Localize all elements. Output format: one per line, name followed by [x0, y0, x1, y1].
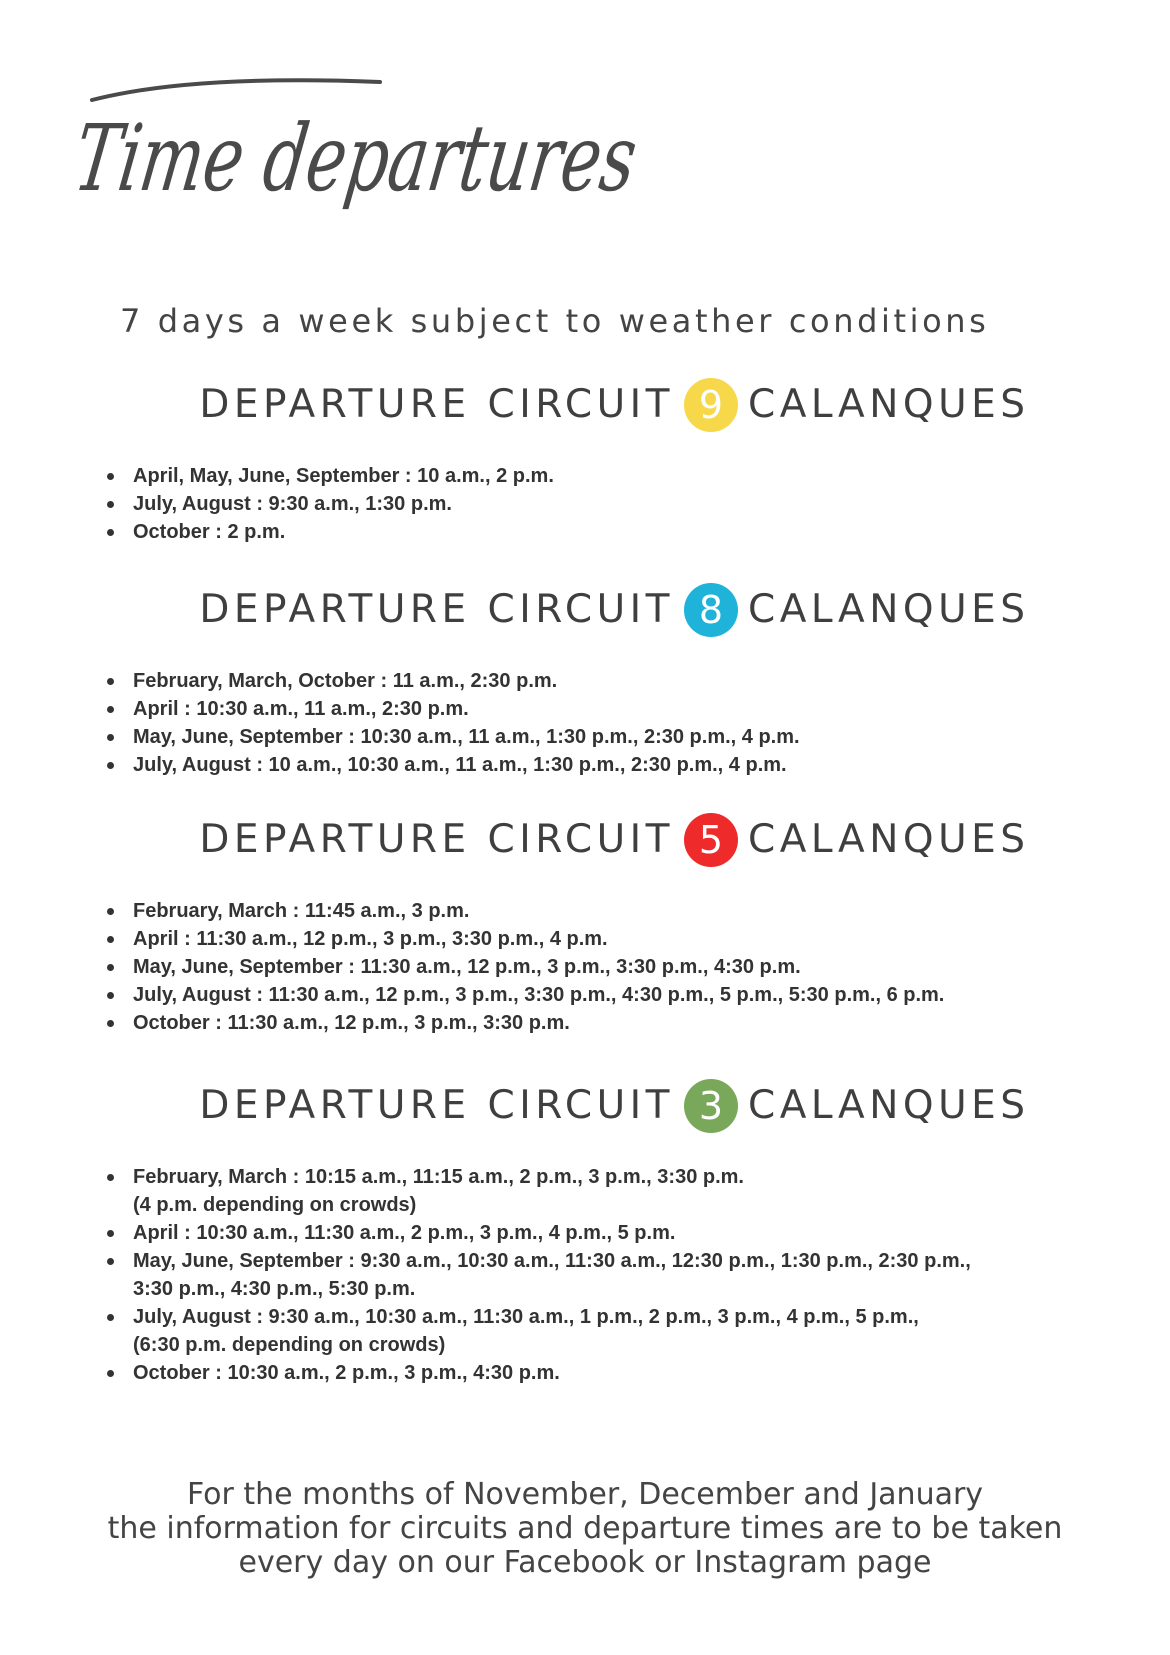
departure-list — [0, 1163, 1093, 1387]
list-item: May, June, September : 9:30 a.m., 10:30 a.m., 11:30 a.m., 12:30 p.m., 1:30 p.m., 2:30 p.m., 3:30 p.m., 4:30 p.m., 5:30 p.m. — [0, 1247, 1093, 1303]
footer-note — [0, 1478, 1170, 1580]
list-item: July, August : 9:30 a.m., 1:30 p.m. — [0, 490, 1093, 518]
list-item: October : 10:30 a.m., 2 p.m., 3 p.m., 4:30 p.m. — [0, 1359, 1093, 1387]
circuit-number-badge — [684, 813, 738, 867]
list-item: April : 10:30 a.m., 11 a.m., 2:30 p.m. — [0, 695, 1093, 723]
heading-calanques: CALANQUES — [748, 817, 1030, 862]
circuit-heading — [0, 1071, 1170, 1141]
script-title-logo — [68, 70, 858, 270]
script-flourish — [92, 80, 380, 100]
list-item: May, June, September : 11:30 a.m., 12 p.m., 3 p.m., 3:30 p.m., 4:30 p.m. — [0, 953, 1093, 981]
circuit-number-badge — [684, 378, 738, 432]
heading-calanques: CALANQUES — [748, 1083, 1030, 1128]
circuit-number: 9 — [698, 383, 724, 427]
list-item: October : 11:30 a.m., 12 p.m., 3 p.m., 3:30 p.m. — [0, 1009, 1093, 1037]
list-item: July, August : 9:30 a.m., 10:30 a.m., 11:30 a.m., 1 p.m., 2 p.m., 3 p.m., 4 p.m., 5 p.m., (6:30 p.m. depending on crowds) — [0, 1303, 1093, 1359]
circuit-heading — [0, 575, 1170, 645]
script-title-text: Time departures — [68, 104, 858, 212]
list-item: April, May, June, September : 10 a.m., 2 p.m. — [0, 462, 1093, 490]
circuit-number: 8 — [698, 588, 724, 632]
list-item: April : 10:30 a.m., 11:30 a.m., 2 p.m., 3 p.m., 4 p.m., 5 p.m. — [0, 1219, 1093, 1247]
page-title — [68, 70, 858, 270]
list-item: May, June, September : 10:30 a.m., 11 a.m., 1:30 p.m., 2:30 p.m., 4 p.m. — [0, 723, 1093, 751]
circuit-number: 3 — [698, 1084, 724, 1128]
list-item: July, August : 11:30 a.m., 12 p.m., 3 p.m., 3:30 p.m., 4:30 p.m., 5 p.m., 5:30 p.m., 6 p.m. — [0, 981, 1093, 1009]
circuit-number-badge — [684, 1079, 738, 1133]
circuit-heading — [0, 805, 1170, 875]
footer-line: every day on our Facebook or Instagram page — [238, 1545, 932, 1580]
heading-departure-circuit: DEPARTURE CIRCUIT — [199, 382, 674, 427]
heading-calanques: CALANQUES — [748, 587, 1030, 632]
heading-calanques: CALANQUES — [748, 382, 1030, 427]
list-item: April : 11:30 a.m., 12 p.m., 3 p.m., 3:30 p.m., 4 p.m. — [0, 925, 1093, 953]
list-item: October : 2 p.m. — [0, 518, 1093, 546]
subtitle: 7 days a week subject to weather conditions — [120, 302, 990, 340]
list-item: July, August : 10 a.m., 10:30 a.m., 11 a.m., 1:30 p.m., 2:30 p.m., 4 p.m. — [0, 751, 1093, 779]
departure-list — [0, 897, 1093, 1037]
heading-departure-circuit: DEPARTURE CIRCUIT — [199, 587, 674, 632]
departure-list — [0, 462, 1093, 546]
circuit-number-badge — [684, 583, 738, 637]
departure-list — [0, 667, 1093, 779]
footer-line: For the months of November, December and January — [186, 1477, 984, 1512]
footer-line: the information for circuits and departure times are to be taken — [107, 1511, 1063, 1546]
circuit-heading — [0, 370, 1170, 440]
list-item: February, March : 10:15 a.m., 11:15 a.m., 2 p.m., 3 p.m., 3:30 p.m. (4 p.m. depending on crowds) — [0, 1163, 1093, 1219]
list-item: February, March, October : 11 a.m., 2:30 p.m. — [0, 667, 1093, 695]
list-item: February, March : 11:45 a.m., 3 p.m. — [0, 897, 1093, 925]
heading-departure-circuit: DEPARTURE CIRCUIT — [199, 1083, 674, 1128]
circuit-number: 5 — [698, 818, 724, 862]
heading-departure-circuit: DEPARTURE CIRCUIT — [199, 817, 674, 862]
